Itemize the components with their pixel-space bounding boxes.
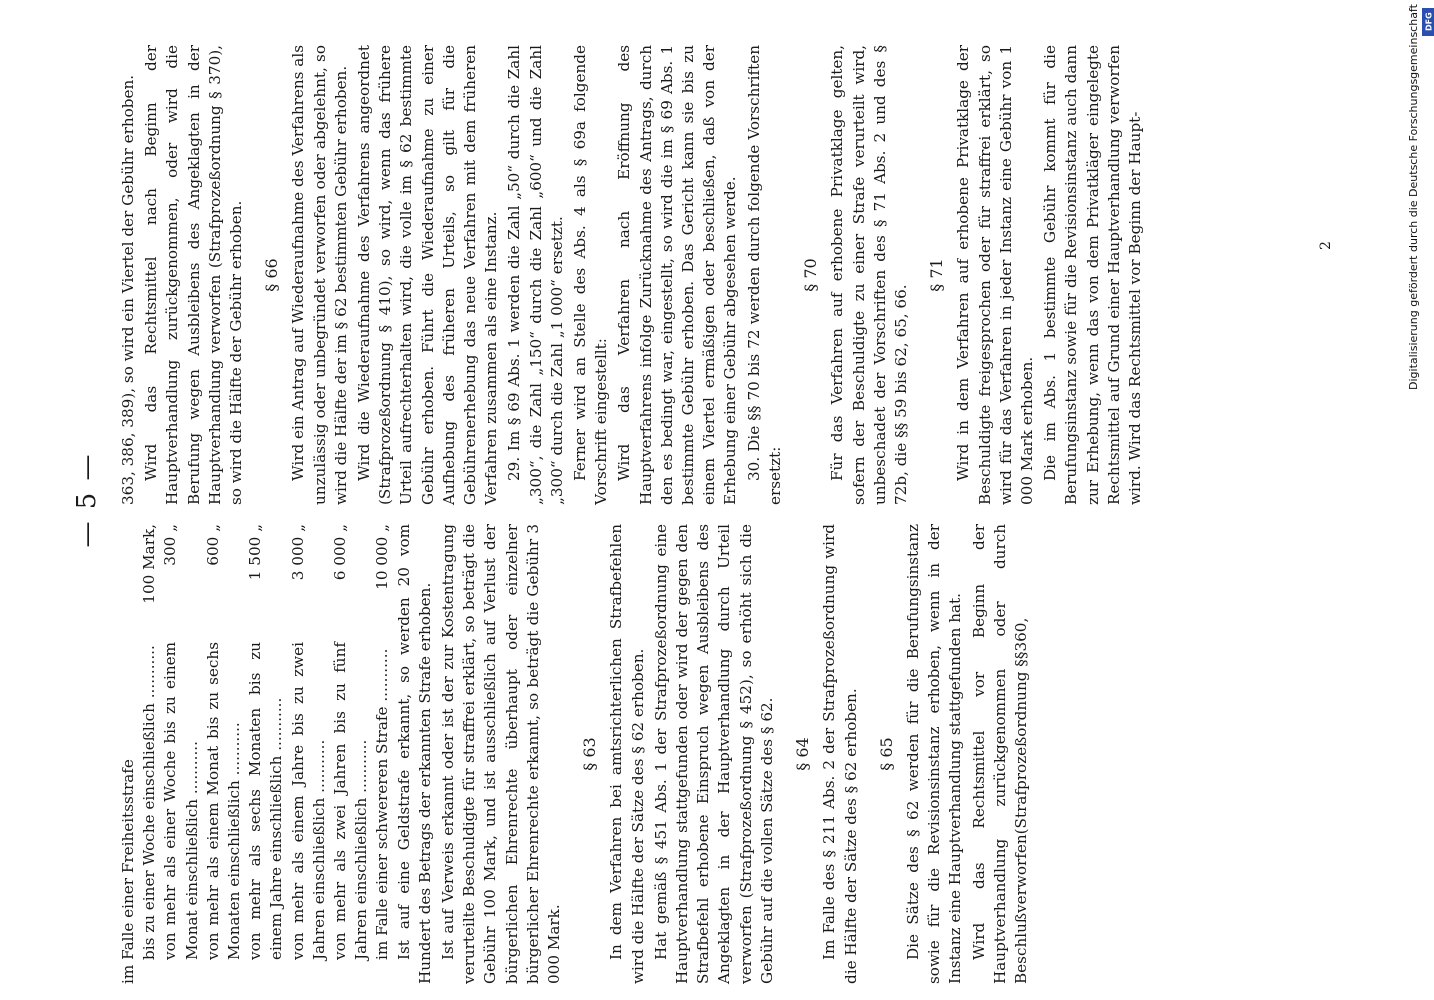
paragraph: Wird ein Antrag auf Wiederaufnahme des Verfahrens als unzulässig oder unbegründet verworfen oder abgelehnt, so wird die Hälfte der im § 62 bestimmten Gebühr erhoben. [289,45,350,505]
fee-row-amount: 1 500 „ [246,524,265,581]
left-column [118,524,1034,984]
section-heading: § 65 [876,737,896,771]
paragraph: Ist auf Verweis erkannt oder ist der zur Kostentragung verurteilte Beschuldigte für straffrei erklärt, so beträgt die Gebühr 100 Mark, und ist ausschließlich auf Verlust der bürgerlichen Ehrenrechte überhaupt oder einzelner bürgerlicher Ehrenrechte erkannt, so beträgt die Gebühr 3 000 Mark. [439,524,564,984]
section-heading: § 63 [580,737,600,771]
paragraph: Wird die Wiederaufnahme des Verfahrens angeordnet (Strafprozeßordnung § 410), so wird, wenn das frühere Urteil aufrechterhalten wird, die volle im § 62 bestimmte Gebühr erhoben. Führt die Wiederaufnahme zu einer Aufhebung des früheren Urteils, so gilt für die Gebührenerhebung das neue Verfahren mit dem früheren Verfahren zusammen als eine Instanz. [355,45,501,505]
fee-row [245,524,287,984]
section-heading: § 70 [801,258,821,292]
page-footer-number: 2 [1318,241,1334,250]
dfg-logo: DFG [1422,8,1434,36]
paragraph: Ferner wird an Stelle des Abs. 4 als § 69a folgende Vorschrift eingestellt: [571,45,611,505]
paragraph: Wird das Rechtsmittel vor Beginn der Hauptverhandlung zurückgenommen oder durch Beschlußverworfen(Strafprozeßordnung §§360, [969,524,1030,984]
fee-row [330,524,372,984]
fee-row-text: von mehr als einer Woche bis zu einem Monat einschließlich ........... [161,642,201,960]
paragraph: Die im Abs. 1 bestimmte Gebühr kommt für die Berufungsinstanz sowie für die Revisionsinstanz auch dann zur Erhebung, wenn das von dem Privatkläger eingelegte Rechtsmittel auf Grund einer Hauptverhandlung verworfen wird. Wird das Rechtsmittel vor Beginn der Haupt- [1041,45,1144,505]
paragraph: Hat gemäß § 451 Abs. 1 der Strafprozeßordnung eine Hauptverhandlung stattgefunden oder wird der gegen den Strafbefehl erhobene Einspruch wegen Ausbleibens des Angeklagten in der Hauptverhandlung durch Urteil verworfen (Strafprozeßordnung § 452), so erhöht sich die Gebühr auf die vollen Sätze des § 62. [651,524,776,984]
fee-row [160,524,202,984]
page-header: — 5 — [72,452,102,548]
paragraph: 29. Im § 69 Abs. 1 werden die Zahl „50“ durch die Zahl „300“, die Zahl „150“ durch die Zahl „600“ und die Zahl „300“ durch die Zahl „1 000“ ersetzt. [505,45,566,505]
paragraph: 30. Die §§ 70 bis 72 werden durch folgende Vorschriften ersetzt: [744,45,784,505]
fee-row-amount: 100 Mark, [140,524,159,604]
fee-row-text: im Falle einer Freiheitsstrafe [119,759,137,984]
paragraph: In dem Verfahren bei amtsrichterlichen Strafbefehlen wird die Hälfte der Sätze des § 62 erhoben. [607,524,647,984]
fee-row-amount: 6 000 „ [331,524,350,581]
fee-row-text: bis zu einer Woche einschließlich ........... [140,645,159,960]
section-heading: § 64 [793,737,813,771]
fee-row-text: von mehr als zwei Jahren bis zu fünf Jahren einschließlich ........... [331,642,371,960]
paragraph: Wird das Rechtsmittel nach Beginn der Hauptverhandlung zurückgenommen, oder wird die Berufung wegen Ausbleibens des Angeklagten in der Hauptverhandlung verworfen (Strafprozeßordnung § 370), so wird die Hälfte der Gebühr erhoben. [142,45,246,505]
fee-row-text: von mehr als einem Monat bis zu sechs Monaten einschließlich ........... [203,642,244,960]
right-column [118,45,1148,505]
fee-row-amount: 600 „ [203,524,222,566]
fee-row [139,524,160,984]
section-heading: § 66 [262,258,282,292]
fee-row [372,524,393,984]
fee-row [118,524,139,984]
fee-row-amount: 10 000 „ [373,524,392,590]
fee-row-text: von mehr als sechs Monaten bis zu einem Jahre einschließlich ........... [246,642,286,960]
paragraph: Wird in dem Verfahren auf erhobene Privatklage der Beschuldigte freigesprochen oder für straffrei erklärt, so wird für das Verfahren in jeder Instanz eine Gebühr von 1 000 Mark erhoben. [954,45,1036,505]
fee-row [203,524,245,984]
fee-row-amount: 3 000 „ [288,524,307,581]
fee-row-amount: 300 „ [161,524,180,566]
paragraph: Im Falle des § 211 Abs. 2 der Strafprozeßordnung wird die Hälfte der Sätze des § 62 erhoben. [820,524,860,984]
fee-row-text: im Falle einer schwereren Strafe ........... [373,648,392,960]
paragraph: Die Sätze des § 62 werden für die Berufungsinstanz sowie für die Revisionsinstanz erhoben, wenn in der Instanz eine Hauptverhandlung stattgefunden hat. [903,524,965,984]
section-heading: § 71 [927,258,947,292]
paragraph: Für das Verfahren auf erhobene Privatklage gelten, sofern der Beschuldigte zu einer Strafe verurteilt wird, unbeschadet der Vorschriften des § 71 Abs. 2 und des § 72b, die §§ 59 bis 62, 65, 66. [828,45,910,505]
paragraph: 363, 386, 389), so wird ein Viertel der Gebühr erhoben. [119,74,137,505]
fee-row [288,524,330,984]
paragraph: Wird das Verfahren nach Eröffnung des Hauptverfahrens infolge Zurücknahme des Antrags, durch den es bedingt war, eingestellt, so wird die im § 69 Abs. 1 bestimmte Gebühr erhoben. Das Gericht kann sie bis zu einem Viertel ermäßigen oder beschließen, daß von der Erhebung einer Gebühr abgesehen werde. [615,45,740,505]
paragraph: Ist auf eine Geldstrafe erkannt, so werden 20 vom Hundert des Betrags der erkannten Strafe erhoben. [394,524,434,984]
digitization-credit: Digitalisierung gefördert durch die Deutsche Forschungsgemeinschaft [1407,4,1420,390]
fee-table [118,524,394,984]
fee-row-text: von mehr als einem Jahre bis zu zwei Jahren einschließlich ........... [288,642,328,960]
